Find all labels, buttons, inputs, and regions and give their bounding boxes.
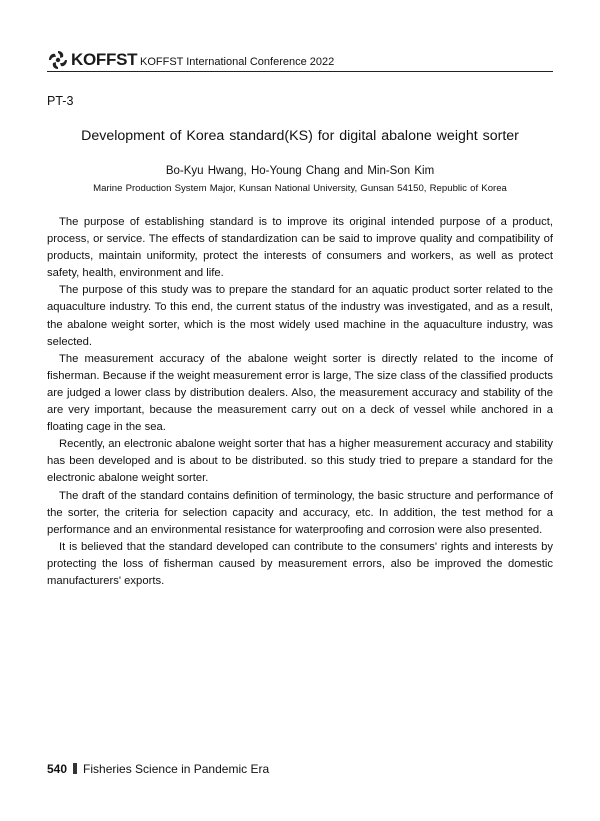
page-number: 540 [47,762,68,776]
abstract-paragraph: The measurement accuracy of the abalone weight sorter is directly related to the income of fisherman. Because if the weight measurement error is large, The size class of the classified products are judged a lower class by distribution dealers. Also, the measurement accuracy and stability of the are very important, because the measurement carry out on a deck of vessel while anchored in a floating cage in the sea. [47,352,553,434]
abstract-paragraph: Recently, an electronic abalone weight sorter that has a higher measurement accuracy and stability has been developed and is about to be distributed. so this study tried to prepare a standard for the electronic abalone weight sorter. [47,438,553,485]
abstract-paragraph: The draft of the standard contains definition of terminology, the basic structure and performance of the sorter, the criteria for selection capacity and accuracy, etc. In addition, the test method for a performance and an environmental resistance for waterproofing and corrosion were also presented. [47,489,553,536]
conference-name: KOFFST International Conference 2022 [140,56,335,68]
paper-authors: Bo-Kyu Hwang, Ho-Young Chang and Min-Son Kim [165,165,435,177]
abstract-paragraph: The purpose of establishing standard is to improve its original intended purpose of a product, process, or service. The effects of standardization can be said to improve quality and compatibility of products, maintain uniformity, protect the interests of consumers and workers, as well as protect safety, health, environment and life. [47,216,553,280]
koffst-logo-icon [47,50,69,70]
paper-affiliation: Marine Production System Major, Kunsan National University, Gunsan 54150, Republic of Korea [93,183,507,194]
page-footer [47,761,269,777]
footer-section: Fisheries Science in Pandemic Era [83,762,270,776]
abstract-body [47,214,553,590]
separator-bar [73,763,77,774]
abstract-paragraph: It is believed that the standard developed can contribute to the consumers' rights and interests by protecting the loss of fisherman caused by measurement errors, also be improved the domestic manufacturers' exports. [47,540,553,587]
paper-code: PT-3 [47,94,74,108]
abstract-paragraph: The purpose of this study was to prepare the standard for an aquatic product sorter related to the aquaculture industry. To this end, the current status of the industry was investigated, and as a result, the abalone weight sorter, which is the most widely used machine in the aquaculture industry, was selected. [47,284,553,348]
page-header [47,49,553,72]
logo-text: KOFFST [71,50,138,69]
paper-title: Development of Korea standard(KS) for digital abalone weight sorter [81,128,519,144]
